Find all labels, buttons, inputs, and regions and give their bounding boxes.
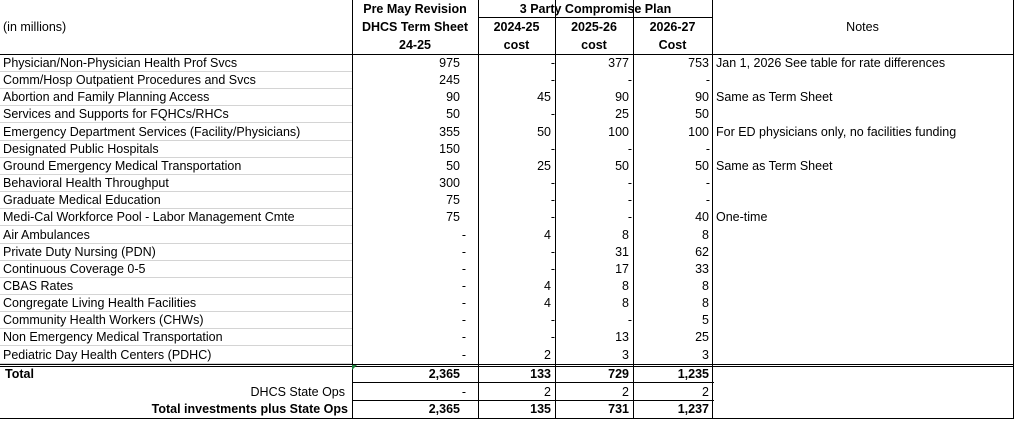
row-2025-value: 3 [622, 348, 629, 362]
row-2026-value: 5 [702, 313, 709, 327]
compromise-header: 3 Party Compromise Plan [519, 2, 672, 16]
row-2025-value: - [627, 142, 632, 156]
row-2026-value: - [705, 142, 710, 156]
row-2025-value: 377 [608, 56, 629, 70]
row-2024-value: 4 [544, 228, 551, 242]
row-2024-value: 4 [544, 296, 551, 310]
notes-header: Notes [846, 20, 879, 34]
term-sheet-year: 24-25 [399, 38, 431, 52]
grand-total-pre: 2,365 [428, 402, 460, 416]
row-label: Services and Supports for FQHCs/RHCs [3, 107, 229, 121]
row-2024-value: 50 [537, 125, 551, 139]
row-2024-value: 2 [544, 348, 551, 362]
row-2024-value: 4 [544, 279, 551, 293]
row-note: Same as Term Sheet [716, 159, 833, 173]
row-2025-value: - [627, 313, 632, 327]
row-2026-value: 90 [695, 90, 709, 104]
row-note [716, 106, 1022, 123]
row-note [716, 312, 1022, 329]
row-pre-may-value: 150 [439, 142, 460, 156]
row-note [716, 141, 1022, 158]
units-label: (in millions) [3, 20, 67, 34]
row-2024-value: - [550, 73, 555, 87]
row-2025-value: 13 [615, 330, 629, 344]
row-label: Abortion and Family Planning Access [3, 90, 210, 104]
row-2024-value: - [550, 245, 555, 259]
row-label: Graduate Medical Education [3, 193, 161, 207]
state-ops-pre: - [461, 385, 466, 399]
total-divider [0, 364, 1014, 365]
row-pre-may-value: - [461, 330, 466, 344]
row-pre-may-value: 50 [446, 159, 460, 173]
year-2026-sub: Cost [658, 38, 687, 52]
row-2025-value: 17 [615, 262, 629, 276]
row-2024-value: - [550, 313, 555, 327]
row-2024-value: - [550, 176, 555, 190]
row-note [716, 278, 1022, 295]
row-2026-value: 50 [695, 107, 709, 121]
row-note: One-time [716, 210, 768, 224]
row-label: Community Health Workers (CHWs) [3, 313, 204, 327]
row-2025-value: 8 [622, 296, 629, 310]
row-2024-value: - [550, 107, 555, 121]
grand-total-2026: 1,237 [677, 402, 709, 416]
row-2025-value: - [627, 210, 632, 224]
row-2024-value: 25 [537, 159, 551, 173]
row-pre-may-value: 75 [446, 210, 460, 224]
row-pre-may-value: - [461, 348, 466, 362]
row-label: Continuous Coverage 0-5 [3, 262, 146, 276]
year-2024-sub: cost [503, 38, 530, 52]
row-note [716, 244, 1022, 261]
row-2025-value: - [627, 176, 632, 190]
row-label: Emergency Department Services (Facility/Physicians) [3, 125, 301, 139]
total-2025: 729 [608, 367, 629, 381]
row-2026-value: 8 [702, 296, 709, 310]
pre-may-header: Pre May Revision [363, 2, 467, 16]
state-ops-2026: 2 [702, 385, 709, 399]
row-note: Same as Term Sheet [716, 90, 833, 104]
row-gridline [0, 122, 352, 123]
row-2024-value: - [550, 193, 555, 207]
row-note [716, 329, 1022, 346]
row-2025-value: 31 [615, 245, 629, 259]
row-gridline [0, 225, 352, 226]
row-2026-value: - [705, 193, 710, 207]
row-2026-value: 8 [702, 279, 709, 293]
state-ops-2024: 2 [544, 385, 551, 399]
row-2024-value: - [550, 142, 555, 156]
row-2026-value: - [705, 176, 710, 190]
total-pre: 2,365 [428, 367, 460, 381]
row-label: Private Duty Nursing (PDN) [3, 245, 156, 259]
row-pre-may-value: - [461, 228, 466, 242]
row-2025-value: 50 [615, 159, 629, 173]
row-2026-value: 753 [688, 56, 709, 70]
row-pre-may-value: 975 [439, 56, 460, 70]
total-2026: 1,235 [677, 367, 709, 381]
term-sheet-header: DHCS Term Sheet [361, 20, 469, 34]
total-label: Total [5, 367, 34, 381]
row-pre-may-value: - [461, 313, 466, 327]
row-label: Physician/Non-Physician Health Prof Svcs [3, 56, 238, 70]
row-2026-value: - [705, 73, 710, 87]
row-note [716, 192, 1022, 209]
row-2024-value: - [550, 330, 555, 344]
state-ops-label: DHCS State Ops [250, 385, 345, 399]
row-2026-value: 3 [702, 348, 709, 362]
row-label: Comm/Hosp Outpatient Procedures and Svcs [3, 73, 256, 87]
row-label: Congregate Living Health Facilities [3, 296, 197, 310]
year-2025-header: 2025-26 [571, 20, 617, 34]
row-2025-value: - [627, 73, 632, 87]
row-label: Behavioral Health Throughput [3, 176, 169, 190]
row-pre-may-value: - [461, 279, 466, 293]
grand-total-2024: 135 [530, 402, 551, 416]
row-2026-value: 100 [688, 125, 709, 139]
row-label: Designated Public Hospitals [3, 142, 159, 156]
column-divider [555, 0, 556, 419]
row-2026-value: 62 [695, 245, 709, 259]
row-pre-may-value: 75 [446, 193, 460, 207]
row-label: CBAS Rates [3, 279, 74, 293]
year-2024-header: 2024-25 [493, 20, 540, 34]
row-pre-may-value: 300 [439, 176, 460, 190]
row-2026-value: 40 [695, 210, 709, 224]
total-2024: 133 [530, 367, 551, 381]
row-note: For ED physicians only, no facilities funding [716, 125, 957, 139]
row-note [716, 175, 1022, 192]
row-pre-may-value: 245 [439, 73, 460, 87]
row-2025-value: 100 [608, 125, 629, 139]
row-pre-may-value: 355 [439, 125, 460, 139]
column-divider [633, 0, 634, 419]
row-2025-value: 90 [615, 90, 629, 104]
row-2024-value: 45 [537, 90, 551, 104]
row-2024-value: - [550, 262, 555, 276]
row-2026-value: 25 [695, 330, 709, 344]
row-label: Non Emergency Medical Transportation [3, 330, 223, 344]
row-2026-value: 33 [695, 262, 709, 276]
grand-total-2025: 731 [608, 402, 629, 416]
row-note [716, 72, 1022, 89]
row-2025-value: 8 [622, 279, 629, 293]
grand-total-label: Total investments plus State Ops [151, 402, 348, 416]
column-divider [478, 0, 479, 419]
row-pre-may-value: - [461, 245, 466, 259]
row-2025-value: 25 [615, 107, 629, 121]
row-note [716, 347, 1022, 364]
row-2025-value: - [627, 193, 632, 207]
row-2026-value: 50 [695, 159, 709, 173]
year-2025-sub: cost [581, 38, 607, 52]
row-2024-value: - [550, 210, 555, 224]
row-2026-value: 8 [702, 228, 709, 242]
row-label: Ground Emergency Medical Transportation [3, 159, 242, 173]
row-note: Jan 1, 2026 See table for rate differences [716, 56, 946, 70]
row-note [716, 261, 1022, 278]
row-note [716, 227, 1022, 244]
row-pre-may-value: 90 [446, 90, 460, 104]
row-pre-may-value: 50 [446, 107, 460, 121]
row-label: Pediatric Day Health Centers (PDHC) [3, 348, 212, 362]
row-label: Air Ambulances [3, 228, 90, 242]
row-pre-may-value: - [461, 296, 466, 310]
table-bottom [0, 418, 1014, 419]
column-divider [712, 0, 713, 419]
row-2024-value: - [550, 56, 555, 70]
row-note [716, 295, 1022, 312]
row-pre-may-value: - [461, 262, 466, 276]
row-label: Medi-Cal Workforce Pool - Labor Management Cmte [3, 210, 295, 224]
row-gridline [0, 345, 352, 346]
row-2025-value: 8 [622, 228, 629, 242]
state-ops-2025: 2 [622, 385, 629, 399]
year-2026-header: 2026-27 [649, 20, 696, 34]
